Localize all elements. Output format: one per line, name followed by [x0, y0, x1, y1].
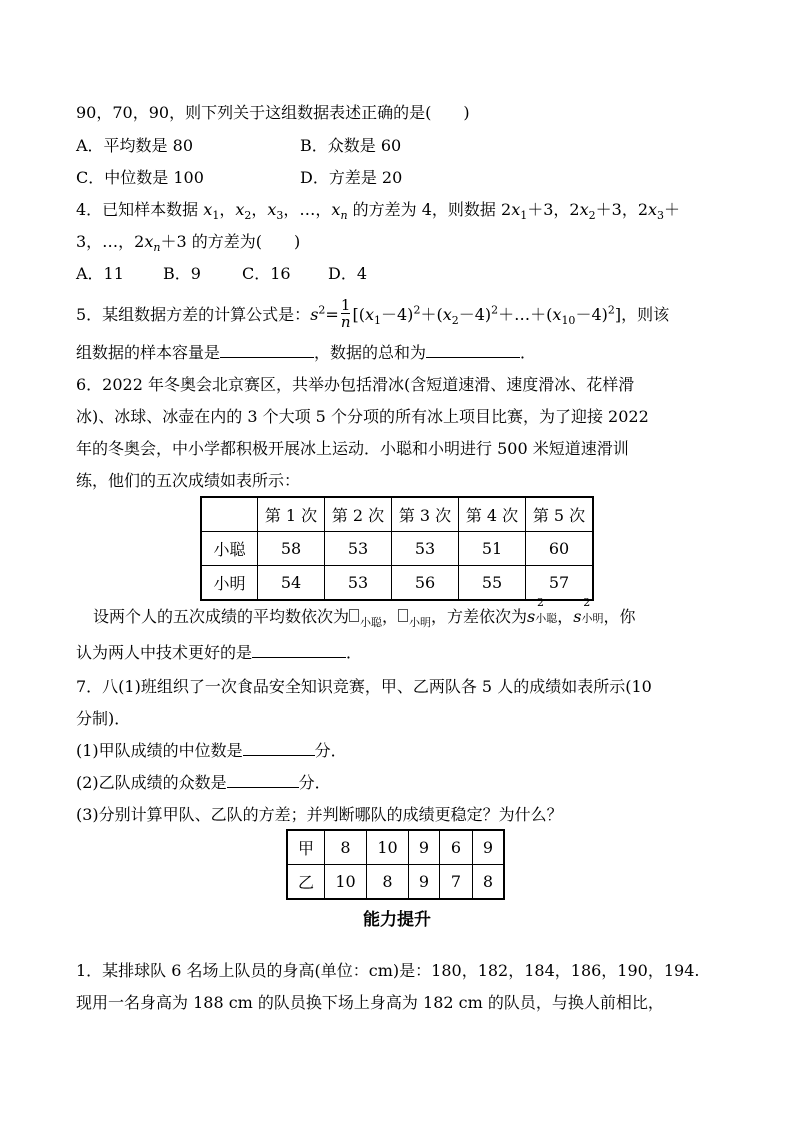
b1-stem-line2: 现用一名身高为 188 cm 的队员换下场上身高为 182 cm 的队员，与换人前相比，: [76, 993, 664, 1012]
q4-option-d: D．4: [328, 264, 368, 283]
table-cell: 8: [473, 865, 505, 900]
q3-option-a: A．平均数是 80: [76, 136, 194, 155]
fraction-denominator: n: [340, 313, 351, 331]
math-comma: ，: [219, 200, 236, 219]
math-sub: 小聪: [360, 616, 383, 630]
table-cell: 9: [473, 830, 505, 865]
speed-skating-score-table: [200, 496, 594, 601]
table-cell: 9: [409, 865, 440, 900]
math-sub: 小明: [409, 616, 432, 630]
q7-part2: [76, 773, 331, 793]
math-x: x: [552, 305, 562, 324]
table-cell: 6: [440, 830, 473, 865]
q5-text-b: ，数据的总和为: [314, 343, 427, 362]
q7-part1-unit: 分．: [314, 741, 347, 760]
math-plus: ＋3，2: [527, 200, 580, 219]
math-s: s: [573, 607, 582, 626]
math-x: x: [331, 200, 341, 219]
q6-stem-line4: 练，他们的五次成绩如表所示：: [76, 471, 301, 490]
table-header-cell: 第 2 次: [325, 497, 392, 532]
math-sub: 1: [212, 209, 220, 223]
table-header-cell: 第 4 次: [459, 497, 526, 532]
q6-text-c: ，你: [603, 607, 636, 626]
math-eq: =: [325, 305, 339, 324]
table-header-cell: 第 3 次: [392, 497, 459, 532]
fraction-numerator: 1: [340, 296, 351, 314]
section-heading: 能力提升: [363, 910, 431, 930]
q3-option-c: C．中位数是 100: [76, 168, 204, 187]
math-x: x: [511, 200, 521, 219]
math-x: x: [648, 200, 658, 219]
math-sup: 2: [583, 596, 591, 609]
table-cell: 53: [325, 566, 392, 601]
table-cell: 56: [392, 566, 459, 601]
table-cell: 8: [367, 865, 409, 900]
q5-text-a: 组数据的样本容量是: [76, 343, 221, 362]
answer-blank[interactable]: [252, 643, 346, 658]
q6-text-b: ，方差依次为: [431, 607, 528, 626]
q4-text-pre: 4．已知样本数据: [76, 200, 199, 219]
q4-text-line2-post: ＋3 的方差为( ): [160, 232, 301, 251]
table-header-cell: 第 1 次: [258, 497, 325, 532]
table-cell: 60: [526, 532, 594, 566]
q7-part1-text: (1)甲队成绩的中位数是: [76, 741, 243, 760]
q7-part2-text: (2)乙队成绩的众数是: [76, 773, 227, 792]
q4-text-mid: 的方差为 4，则数据: [352, 200, 496, 219]
math-bracket: [(: [352, 305, 365, 324]
math-sub: 2: [451, 314, 459, 328]
math-seq: ，…，: [283, 200, 332, 219]
q6-text-line2a: 认为两人中技术更好的是: [76, 643, 253, 662]
table-cell: 小明: [201, 566, 258, 601]
math-x: x: [203, 200, 213, 219]
table-row: [201, 566, 593, 601]
math-term: －4): [458, 305, 492, 324]
math-plus: ＋: [664, 200, 681, 219]
mean-symbol-icon: [349, 609, 359, 622]
math-x: x: [364, 305, 374, 324]
q5-stem-line2: [76, 343, 536, 363]
math-s: s: [527, 607, 536, 626]
q5-text-c: ．: [520, 343, 537, 362]
math-sub: n: [340, 209, 348, 223]
math-s: s: [310, 305, 319, 324]
variance-symbol: [573, 596, 604, 629]
table-cell: 甲: [287, 830, 325, 865]
q7-part1: [76, 741, 347, 761]
q3-option-b: B．众数是 60: [300, 136, 402, 155]
math-x: x: [144, 232, 154, 251]
q6-text-a: 设两个人的五次成绩的平均数依次为: [93, 607, 350, 626]
q5-text-pre: 5．某组数据方差的计算公式是：: [76, 305, 311, 324]
math-fraction: [341, 298, 351, 329]
math-sub: 小明: [581, 612, 604, 625]
table-cell: 55: [459, 566, 526, 601]
math-sub: n: [153, 241, 161, 255]
q6-text-line2b: ．: [346, 643, 363, 662]
q6-stem-line3: 年的冬奥会，中小学都积极开展冰上运动．小聪和小明进行 500 米短道速滑训: [76, 439, 629, 458]
q4-text-line2-pre: 3，…，2: [76, 232, 145, 251]
variance-symbol: [527, 596, 558, 629]
table-header-row: [201, 497, 593, 532]
math-sub: 3: [657, 209, 665, 223]
q4-option-c: C．16: [242, 264, 291, 283]
table-row: [287, 830, 504, 865]
table-cell: 7: [440, 865, 473, 900]
math-plus: ＋3，2: [595, 200, 649, 219]
math-comma: ，: [251, 200, 268, 219]
q5-text-post: ，则该: [621, 305, 670, 324]
math-sub: 1: [520, 209, 528, 223]
q7-part3: (3)分别计算甲队、乙队的方差；并判断哪队的成绩更稳定？为什么？: [76, 805, 563, 824]
q5-stem-line1: [76, 296, 670, 331]
q7-stem-line2: 分制)．: [76, 709, 131, 728]
b1-stem-line1: 1．某排球队 6 名场上队员的身高(单位：cm)是：180，182，184，186，190，194.: [76, 961, 700, 980]
answer-blank[interactable]: [220, 343, 314, 358]
q4-stem-line1: [76, 200, 681, 223]
math-sup: 2: [413, 303, 421, 317]
math-sup: 2: [318, 303, 326, 317]
table-cell: 58: [258, 532, 325, 566]
mean-symbol-icon: [398, 609, 408, 622]
table-cell: 53: [392, 532, 459, 566]
table-cell: 53: [325, 532, 392, 566]
math-term: －4): [575, 305, 608, 324]
table-header-cell: [201, 497, 258, 532]
math-x: x: [267, 200, 277, 219]
math-term: －4): [381, 305, 414, 324]
math-sub: 2: [588, 209, 596, 223]
q6-question-line2: [76, 643, 362, 663]
math-sup: 2: [491, 303, 499, 317]
table-cell: 10: [325, 865, 367, 900]
table-row: [201, 532, 593, 566]
math-sub: 3: [276, 209, 284, 223]
math-dots: ＋…＋(: [498, 305, 553, 324]
q3-stem-tail: 90，70，90，则下列关于这组数据表述正确的是( ): [76, 103, 470, 122]
q4-stem-line2: [76, 232, 301, 255]
math-sup: 2: [607, 303, 615, 317]
q4-option-a: A．11: [76, 264, 124, 283]
table-cell: 8: [325, 830, 367, 865]
math-x: x: [579, 200, 589, 219]
math-sub: 1: [374, 314, 381, 328]
table-cell: 57: [526, 566, 594, 601]
math-sub: 2: [244, 209, 252, 223]
math-bracket: ]: [614, 305, 622, 324]
math-x: x: [235, 200, 245, 219]
q4-option-b: B．9: [163, 264, 201, 283]
math-sub: 小聪: [535, 612, 558, 625]
answer-blank[interactable]: [243, 741, 315, 756]
math-comma: ，: [557, 607, 574, 626]
table-cell: 9: [409, 830, 440, 865]
math-sup: 2: [537, 596, 545, 609]
table-cell: 54: [258, 566, 325, 601]
math-coef: 2: [501, 200, 512, 219]
answer-blank[interactable]: [227, 773, 299, 788]
q7-stem-line1: 7．八(1)班组织了一次食品安全知识竞赛，甲、乙两队各 5 人的成绩如表所示(10: [76, 677, 652, 696]
table-cell: 小聪: [201, 532, 258, 566]
table-row: [287, 865, 504, 900]
math-sub: 10: [561, 314, 576, 328]
answer-blank[interactable]: [426, 343, 520, 358]
team-score-table: [286, 829, 505, 900]
table-header-cell: 第 5 次: [526, 497, 594, 532]
table-cell: 乙: [287, 865, 325, 900]
math-x: x: [442, 305, 452, 324]
q6-stem-line1: 6．2022 年冬奥会北京赛区，共举办包括滑冰(含短道速滑、速度滑冰、花样滑: [76, 375, 635, 394]
q6-stem-line2: 冰)、冰球、冰壶在内的 3 个大项 5 个分项的所有冰上项目比赛，为了迎接 2022: [76, 407, 649, 426]
table-cell: 51: [459, 532, 526, 566]
math-join: ＋(: [420, 305, 443, 324]
table-cell: 10: [367, 830, 409, 865]
math-comma: ，: [382, 607, 399, 626]
q6-question-line1: [93, 596, 636, 630]
q3-option-d: D．方差是 20: [300, 168, 403, 187]
q7-part2-unit: 分．: [298, 773, 331, 792]
